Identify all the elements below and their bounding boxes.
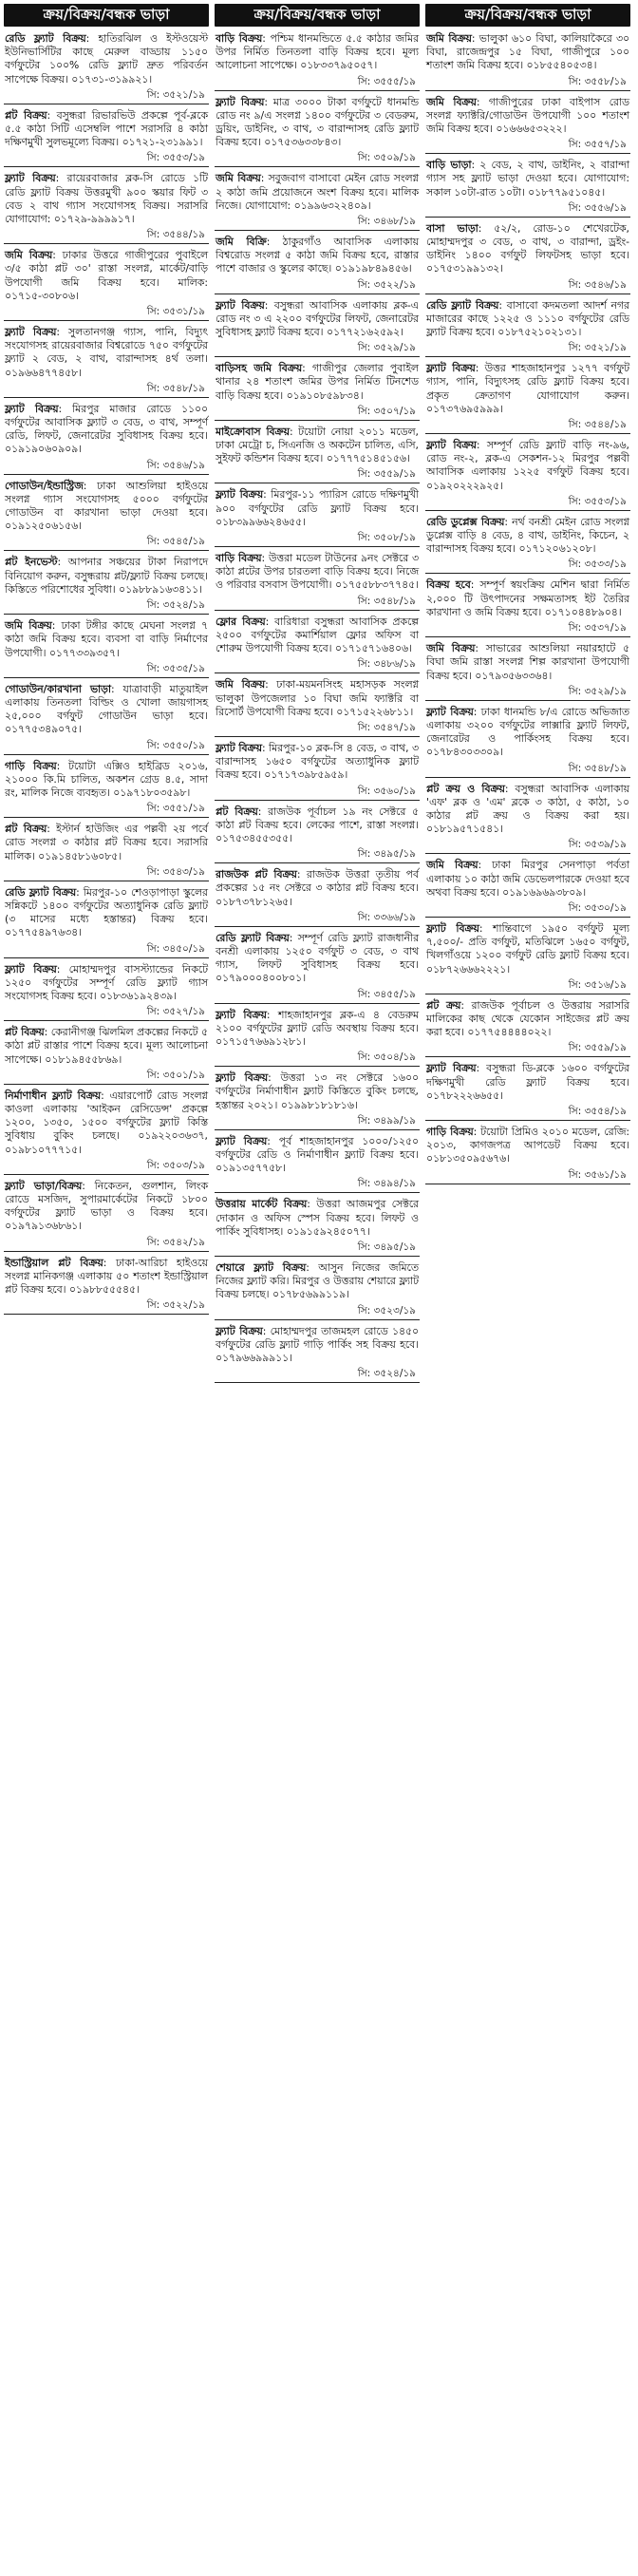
ad-divider (215, 672, 420, 673)
classified-ad (4, 30, 209, 88)
ad-divider (215, 420, 420, 421)
ad-body: : উত্তরা আজমপুর সেক্টরে দোকান ও অফিস স্পেস বিক্রয় হবে। লিফট ও পার্কিং সুবিধাসহ। ০১৯১৫৯২৪৫০৭৭। (216, 1198, 419, 1238)
ad-body: : হাতিরঝিল ও ইস্টওয়েস্ট ইউনিভার্সিটির কাছে মেরুল বাড্ডায় ১১৫০ বর্গফুটের ১০০% রেডি ফ্ল্যাট দ্রুত পরিবর্তন সাপেক্ষে বিক্রয়। ০১৭৩১-৩১৯৯২১। (5, 32, 208, 85)
ad-body: : আপনার সঞ্চয়ের টাকা নিরাপদে বিনিয়োগ করুন, বসুন্ধরায় প্লট/ফ্ল্যাট বিক্রয় চলছে। কিস্তিতে পরিশোধের সুবিধা। ০১৯৮৮৯১৬৩৪১১। (5, 556, 208, 596)
ad-divider (215, 230, 420, 231)
ad-code: সি: ৩৫৪৩/১৯ (146, 865, 205, 878)
classified-ad (4, 758, 209, 803)
classified-ad (4, 1088, 209, 1159)
ad-title: ফ্ল্যাট বিক্রয় (426, 362, 476, 375)
ad-divider (215, 546, 420, 547)
classified-ad (425, 297, 630, 342)
ad-code: সি: ৩৫৪২/১৯ (146, 1236, 205, 1248)
ad-divider (215, 1382, 420, 1383)
classified-ad (215, 1323, 420, 1368)
ad-code: সি: ৩৪৫০/১৯ (146, 942, 205, 955)
ad-divider (4, 397, 209, 398)
ad-body: : সাভারের আশুলিয়া নয়ারহাটে ৫ বিঘা জমি রাস্তা সংলগ্ন শিল্প কারখানা উপযোগী বিক্রয় হবে। ০১৭৯৩৫৬৩৩৬৪। (426, 642, 629, 682)
ad-body: : নিকেতন, গুলশান, লিংক রোডে মসজিদ, সুপারমার্কেটের নিকটে ১৮০০ বর্গফুটের ফ্ল্যাট ভাড়া ও বিক্রয় হবে। ০১৯৭৯১৩৬৮৬১। (5, 1179, 208, 1233)
ad-code: সি: ৩৫৩৫/১৯ (146, 662, 205, 674)
ad-code: সি: ৩৪৮৬/১৯ (357, 658, 416, 671)
ad-code: সি: ৩৫১৬/১৯ (568, 978, 627, 991)
ad-title: রেডি ফ্ল্যাট বিক্রয় (216, 931, 290, 944)
ad-code: সি: ৩৫২৪/১৯ (146, 599, 205, 612)
ad-title: প্লট বিক্রয় (216, 805, 258, 818)
ad-divider (215, 800, 420, 801)
ad-body: : বসুন্ধরা আবাসিক এলাকায় 'এফ' ব্লক ও 'এম' ব্লকে ৩ কাঠা, ৫ কাঠা, ১০ কাঠার প্লট ক্রয় ও বিক্রয় করা হয়। ০১৮১৯৫৭১৫৪১। (426, 782, 629, 836)
classified-ad (215, 234, 420, 278)
ad-title: ফ্ল্যাট বিক্রয় (426, 921, 479, 935)
ad-code: সি: ৩৫৩৯/১৯ (568, 839, 627, 851)
ad-body: : বারিধারা বসুন্ধরা আবাসিক প্রকল্পে ২৫০০ বর্গফুটের কমার্শিয়াল ফ্লোর অফিস বা শোরুম উপযোগী বিক্রয় হবে। ০১৭১৫৭১৬৪০৬। (216, 615, 419, 655)
ad-title: প্লট বিক্রয় (5, 1026, 45, 1039)
classified-ad (215, 614, 420, 658)
ad-code: সি: ৩৫৪৬/১৯ (568, 278, 627, 291)
ad-code: সি: ৩৫৪৫/১৯ (146, 536, 205, 548)
ad-body: : বসুন্ধরা ডি-ব্লকে ১৬০০ বর্গফুটের দক্ষিণমুখী রেডি ফ্ল্যাট বিক্রয় হবে। ০১৭৮২২২৬৬৫৫। (426, 1062, 629, 1102)
ad-code: সি: ৩৪৬৮/১৯ (357, 216, 416, 228)
ad-code: সি: ৩৫৫৯/১৯ (568, 1042, 627, 1054)
ad-title: বাড়িসহ জমি বিক্রয় (216, 362, 303, 375)
ad-body: : ৫২/২, রোড-১০ শেখেরটেক, মোহাম্মদপুর ৩ বেড, ৩ বাথ, ৩ বারান্দা, ড্রইং-ডাইনিং ১৪০০ বর্গফুট লিফটসহ ভাড়া হবে। ০১৭৫৩১৯৯১৩২। (426, 221, 629, 275)
ad-title: বাড়ি বিক্রয় (216, 32, 263, 45)
ad-divider (425, 917, 630, 918)
classified-ad (4, 107, 209, 152)
ad-title: গাড়ি বিক্রয় (5, 759, 57, 772)
ad-body: : সম্পূর্ণ রেডি ফ্ল্যাট বাড়ি নং-৯৬, রোড নং-২, ব্লক-এ সেকশন-১২ মিরপুর পল্লবী আবাসিক এলাকায় ১২২৫ বর্গফুট বিক্রয় হবে। ০১৯২০২২২৯২৫। (426, 439, 629, 492)
ad-title: বাসা ভাড়া (426, 221, 478, 235)
ad-title: জমি বিক্রয় (426, 859, 478, 872)
ad-divider (4, 614, 209, 615)
ad-title: ফ্ল্যাট বিক্রয় (216, 95, 265, 108)
ad-body: : ঢাকা-আরিচা হাইওয়ে সংলগ্ন মানিকগঞ্জ এলাকায় ৫০ শতাংশ ইন্ডাস্ট্রিয়াল প্লট বিক্রয় হবে। ০১৯৮৮৫৫৫৪৫। (5, 1256, 208, 1296)
ad-code: সি: ৩৫৩৭/১৯ (568, 622, 627, 635)
ad-list (215, 30, 420, 1386)
ad-title: ফ্ল্যাট বিক্রয় (5, 962, 57, 975)
ad-code: সি: ৩৫২৪/১৯ (357, 1368, 416, 1380)
ad-title: রাজউক প্লট বিক্রয় (216, 868, 297, 881)
ad-body: : টয়োটা প্রিমিও ২০১০ মডেল, রেজি: ২০১৩, কাগজপত্র আপডেট বিক্রয় হবে। ০১৮১৩৫০৯৫৬৭৬। (426, 1125, 630, 1165)
ad-body: : গাজীপুর জেলার পুবাইল থানার ২৪ শতাংশ জমির উপর নির্মিত টিনশেড বাড়ি বিক্রয় হবে। ০১৯১০৮৫৯৮৩৪। (216, 362, 419, 402)
classified-ad (4, 1255, 209, 1299)
ad-divider (4, 957, 209, 958)
ad-body: : পূর্ব শাহজাহানপুর ১০০০/১২৫০ বর্গফুটের রেডি ও নির্মাণাধীন ফ্ল্যাট বিক্রয় হবে। ০১৯১৩৫৭৭৫৮। (216, 1134, 419, 1175)
ad-body: : ভালুকা ৬১০ বিঘা, কালিয়াকৈরে ৩০ বিঘা, রাজেন্দ্রপুর ১৫ বিঘা, গাজীপুরে ১০০ শতাংশ জমি বিক্রয় হবে। ০১৮৫৫৪০৫৩৪। (426, 32, 629, 72)
ad-title: রেডি ফ্ল্যাট বিক্রয় (426, 298, 499, 312)
ad-body: : টয়োটা নোয়া ২০১১ মডেল, ঢাকা মেট্রো চ, সিএনজি ও অকটেন চালিত, এসি, সুইফট কন্ডিশন বিক্রয় হবে। ০১৭৭৭৫১৪৫১৫৬। (216, 425, 419, 465)
classified-ad (4, 617, 209, 662)
ad-body: : শান্তিবাগে ১৯৫০ বর্গফুট মূল্য ৭,৫০০/- প্রতি বর্গফুট, মতিঝিলে ১৬৫০ বর্গফুট, খিলগাঁওয়ে ১২০০ বর্গফুট রেডি ফ্ল্যাট বিক্রয় হবে। ০১৮৭২৬৬৬২২২১। (426, 921, 629, 975)
ad-title: ফ্ল্যাট বিক্রয় (5, 402, 59, 415)
ad-code: সি: ৩৫৩১/১৯ (146, 306, 205, 318)
ad-code: সি: ৩৫০৪/১৯ (357, 1051, 416, 1064)
ad-body: : যাত্রাবাড়ী মাতুয়াইল এলাকায় তিনতলা বিল্ডিং ও খোলা জায়গাসহ ২৫,০০০ বর্গফুট গোডাউন ভাড়া হবে। ০১৭৭৫৩৪৯০৭৫। (5, 682, 208, 736)
column-header: ক্রয়/বিক্রয়/বন্ধক ভাড়া (4, 4, 209, 27)
ad-divider (215, 90, 420, 91)
classified-ad (425, 1060, 630, 1105)
ad-body: : রাজউক উত্তরা তৃতীয় পর্ব প্রকল্পের ১৫ নং সেক্টরে ৩ কাঠার প্লট বিক্রয় হবে। ০১৮৭৩৭৮১২৬৫। (216, 868, 419, 908)
classified-ad (4, 324, 209, 382)
ad-title: প্লট ইনভেস্ট (5, 556, 58, 569)
ad-divider (215, 610, 420, 611)
ad-code: সি: ৩৫৫৩/১৯ (146, 152, 205, 164)
ad-body: : সম্পূর্ণ স্বয়ংক্রিয় মেশিন দ্বারা নির্মিত ২,০০০ টি উৎপাদনের সক্ষমতাসহ ইট তৈরির কারখানা ও জমি বিক্রয় হবে। ০১৭১০৪৪৮৯০৪। (426, 578, 629, 618)
ad-divider (215, 1256, 420, 1257)
ad-body: : এয়ারপোর্ট রোড সংলগ্ন কাওলা এলাকায় 'আইকন রেসিডেন্স' প্রকল্পে ১২০০, ১৩৫০, ১৫০০ বর্গফুটের ফ্ল্যাট কিস্তি সুবিধায় বুকিং চলছে। ০১৯২২০৩৬৩৭, ০১৯৮১০৭৭৭১৫। (5, 1089, 208, 1156)
classified-ad (4, 554, 209, 598)
ad-code: সি: ৩৫৫৭/১৯ (568, 139, 627, 151)
ad-code: সি: ৩৫৬০/১৯ (357, 785, 416, 797)
ad-code: সি: ৩৫০১/১৯ (146, 1069, 205, 1081)
ad-code: সি: ৩৫৬১/১৯ (568, 1168, 627, 1181)
classified-ad (215, 676, 420, 721)
ad-code: সি: ৩৪৫৫/১৯ (357, 988, 416, 1000)
classified-ad (4, 884, 209, 942)
ad-body: : ঢাকা টঙ্গীর কাছে মেঘনা সংলগ্ন ৭ কাঠা জমি বিক্রয় হবে। ব্যবসা বা বাড়ি নির্মাণের উপযোগী। ০১৭৭৩৩৯৩৫৭। (5, 619, 208, 659)
ad-body: : উত্তরা ১৩ নং সেক্টরে ১৬০০ বর্গফুটের নির্মাণাধীন ফ্ল্যাট কিস্তিতে বুকিং চলছে, হস্তান্তর ২০২১। ০১৯৯৮১৮১৮১৬। (216, 1071, 419, 1111)
ad-body: : রাজউক পূর্বাচল ১৯ নং সেক্টরে ৫ কাঠা প্লট বিক্রয় হবে। লেকের পাশে, রাস্তা সংলগ্ন। ০১৭৫৩৪৫৫৩৫৫। (216, 805, 419, 844)
ad-code: সি: ৩৫২২/১৯ (357, 278, 416, 291)
ad-body: : ঠাকুরগাঁও আবাসিক এলাকায় বিশ্বরোড সংলগ্ন ৫ কাঠা জমি বিক্রয় হবে, রাস্তার পাশে বাজার ও স্কুলের কাছে। ০১৯১৯৮৪৯৪৫৬। (216, 236, 419, 275)
ad-divider (4, 817, 209, 818)
ad-code: সি: ৩৫৫৮/১৯ (568, 75, 627, 87)
ad-code: সি: ৩৫৫৫/১৯ (357, 75, 416, 87)
ad-divider (215, 1319, 420, 1320)
ad-code: সি: ৩৫৫৪/১৯ (568, 1105, 627, 1117)
ad-divider (4, 1020, 209, 1021)
ad-divider (425, 153, 630, 154)
classified-ad (215, 1007, 420, 1051)
classified-ad (4, 1178, 209, 1236)
ad-body: : সুলতানগঞ্জ গ্যাস, পানি, বিদ্যুৎ সংযোগসহ রায়েরবাজার বিশ্বরোডে ৭৫০ বর্গফুটের ফ্ল্যাট ২ বেড, ২ বাথ, বারান্দাসহ ৪র্থ তলা। ০১৯৬৬৪৭৭৪৫৮। (5, 326, 208, 379)
ad-title: ফ্লোর বিক্রয় (216, 615, 266, 628)
ad-code: সি: ৩৫৩৩/১৯ (568, 559, 627, 571)
ad-column-2 (215, 4, 420, 2574)
ad-divider (425, 777, 630, 778)
ad-code: সি: ৩৫০৯/১৯ (357, 152, 416, 164)
ad-code: সি: ৩৫৪৮/১৯ (146, 382, 205, 394)
classified-ad (425, 704, 630, 762)
ad-code: সি: ৩৫২৯/১৯ (357, 342, 416, 354)
ad-title: ফ্ল্যাট বিক্রয় (426, 439, 477, 452)
ad-list (425, 30, 630, 1187)
ad-divider (425, 217, 630, 218)
ad-divider (425, 1056, 630, 1057)
ad-divider (215, 1066, 420, 1067)
ad-title: প্লট বিক্রয় (5, 108, 47, 122)
ad-body: : আসুন নিজের জমিতে নিজের ফ্ল্যাট করি। মিরপুর ও উত্তরায় শেয়ারে ফ্ল্যাট বিক্রয় চলছে। ০১৭৮৫৬৯৯১১৯। (216, 1260, 419, 1301)
classified-ad (425, 94, 630, 139)
ad-body: : মাত্র ৩০০০ টাকা বর্গফুটে ধানমন্ডি রোড নং ৯/এ সংলগ্ন ১৪০০ বর্গফুটের ৩ বেডরুম, ড্রয়িং, ডাইনিং, ৩ বাথ, ৩ বারান্দাসহ রেডি ফ্ল্যাট বিক্রয় হবে। ০১৭৫৩৬৩৩৮৪৩। (216, 95, 419, 149)
ad-code: সি: ৩৫৪৬/১৯ (146, 459, 205, 471)
classified-ad (425, 997, 630, 1042)
classified-ad (425, 1124, 630, 1168)
ad-body: : সবুজবাগ বাসাবো মেইন রোড সংলগ্ন ২ কাঠা জমি প্রয়োজনে অংশ বিক্রয় হবে। মালিক নিজে। যোগাযোগ: ০১৯৯৬৩২২৪০৯। (216, 172, 419, 212)
ad-code: সি: ৩৫২১/১৯ (568, 342, 627, 354)
ad-body: : বসুন্ধরা রিভারভিউ প্রকল্পে পূর্ব-ব্লকে ৫.৫ কাঠা সিটি এসেম্বলি পাশে সরাসরি ৪ কাঠা দক্ষিণমুখী সুলভমূল্যে বিক্রয়। ০১৭২১-২৩১৯৯১। (5, 108, 209, 149)
ad-body: : গাজীপুরের ঢাকা বাইপাস রোড সংলগ্ন ফ্যাক্টরি/গোডাউন উপযোগী ১০০ শতাংশ জমি বিক্রয় হবে। ০১৬৬৬৫৩২২২। (426, 95, 629, 136)
ad-divider (425, 356, 630, 357)
ad-title: ইন্ডাস্ট্রিয়াল প্লট বিক্রয় (5, 1256, 103, 1269)
ad-body: : পশ্চিম ধানমন্ডিতে ৫.৫ কাঠার জমির উপর নির্মিত তিনতলা বাড়ি বিক্রয় হবে। মূল্য আলোচনা সাপেক্ষে। ০১৮৩৩৭৯৫০৫৭। (216, 32, 420, 72)
classified-ad (4, 478, 209, 536)
ad-title: ফ্ল্যাট ভাড়া/বিক্রয় (5, 1179, 83, 1192)
ad-column-3 (425, 4, 630, 2574)
classified-ad (425, 514, 630, 559)
ad-divider (4, 320, 209, 321)
ad-body: : নর্থ বনশ্রী মেইন রোড সংলগ্ন ডুপ্লেক্স বাড়ি ৪ বেড, ৪ বাথ, ডাইনিং, কিচেন, ২ বারান্দাসহ বিক্রয় হবে। ০১৭১২০৬১২০৮। (426, 515, 629, 556)
ad-body: : ঢাকা-ময়মনসিংহ মহাসড়ক সংলগ্ন ভালুকা উপজেলার ১০ বিঘা জমি ফ্যাক্টরি বা রিসোর্ট উপযোগী বিক্রয় হবে। ০১৭১৫২২৬৮১১। (216, 678, 419, 718)
ad-divider (215, 356, 420, 357)
ad-code: সি: ৩৫৪৪/১৯ (568, 419, 627, 431)
ad-divider (425, 90, 630, 91)
ad-code: সি: ৩৪৯৫/১৯ (357, 1241, 416, 1253)
ad-code: সি: ৩৫৪৮/১৯ (568, 762, 627, 774)
ad-title: জমি বিক্রয় (426, 32, 472, 45)
ad-code: সি: ৩৫৫৬/১৯ (568, 201, 627, 214)
ad-divider (425, 636, 630, 637)
ad-body: : রাজউক পূর্বাচল ও উত্তরায় সরাসরি মালিকের কাছ থেকে যেকোন সাইজের প্লট ক্রয় করা হবে। ০১৭৭৫৪৪৪৪০২২। (426, 998, 629, 1039)
ad-code: সি: ৩৫২২/১৯ (146, 1299, 205, 1312)
ad-title: ফ্ল্যাট বিক্রয় (216, 298, 265, 312)
ad-title: রেডি ফ্ল্যাট বিক্রয় (5, 32, 86, 45)
ad-title: জমি বিক্রয় (216, 172, 261, 185)
ad-body: : উত্তর শাহজাহানপুর ১২৭৭ বর্গফুট গ্যাস, পানি, বিদ্যুৎসহ রেডি ফ্ল্যাট বিক্রয় হবে। প্রকৃত ক্রেতাগণ যোগাযোগ করুন। ০১৭৩৭৬৯৫৯৯৯। (426, 362, 629, 415)
ad-code: সি: ৩৩৬৬/১৯ (357, 911, 416, 923)
ad-divider (425, 1120, 630, 1121)
classified-ad (425, 30, 630, 75)
ad-body: : কেরানীগঞ্জ ঝিলমিল প্রকল্পের নিকটে ৫ কাঠা প্লট রাস্তার পাশে বিক্রয় হবে। মূল্য আলোচনা সাপেক্ষে। ০১৮১৯৪৫৫৮৬৯। (5, 1026, 209, 1066)
ad-title: ফ্ল্যাট বিক্রয় (5, 172, 56, 185)
classified-ad (215, 170, 420, 215)
classified-ad (425, 360, 630, 418)
ad-body: : মিরপুর মাজার রোডে ১১০০ বর্গফুটের আবাসিক ফ্ল্যাট ৩ বেড, ৩ বাথ, সম্পূর্ণ রেডি, লিফট, জেনারেটর সুবিধাসহ বিক্রয় হবে। ০১৯১৯০৬০৯০৯। (5, 402, 208, 456)
classified-ad (215, 1070, 420, 1114)
ad-body: : ঢাকা ধানমন্ডি ৮/এ রোডে অভিজাত এলাকায় ৩২০০ বর্গফুটের লাক্সারি ফ্ল্যাট লিফট, জেনারেটর ও পার্কিংসহ বিক্রয় হবে। ০১৭৮৪৩০৩৩০৯। (426, 705, 629, 759)
ad-title: শেয়ারে ফ্ল্যাট বিক্রয় (216, 1260, 307, 1274)
classified-ad (425, 157, 630, 201)
ad-title: গোডাউন/ইন্ডাস্ট্রিজ (5, 479, 84, 492)
ad-code: সি: ৩৫০৩/১৯ (146, 1159, 205, 1171)
column-header: ক্রয়/বিক্রয়/বন্ধক ভাড়া (215, 4, 420, 27)
ad-divider (215, 1129, 420, 1130)
ad-body: : মোহাম্মদপুর বাসস্ট্যান্ডের নিকটে ১২৫০ বর্গফুটের সম্পূর্ণ রেডি ফ্ল্যাট গ্যাস সংযোগসহ বিক্রয় হবে। ০১৮৩৬১৯২৪৩৯। (5, 962, 208, 1002)
ad-divider (4, 1251, 209, 1252)
ad-code: সি: ৩৪৯৯/১৯ (357, 1114, 416, 1127)
ad-body: : ঢাকার উত্তরে গাজীপুরের পুবাইলে ৩/৫ কাঠা প্লট ৩০' রাস্তা সংলগ্ন, মার্কেট/বাড়ি উপযোগী জমি বিক্রয় হবে। মালিক: ০১৭১৫-৩০৮০৬। (5, 249, 209, 302)
ad-divider (215, 166, 420, 167)
ad-code: সি: ৩৫৪৪/১৯ (146, 229, 205, 241)
ad-title: জমি বিক্রয় (5, 249, 53, 262)
ad-body: : বাসাবো কদমতলা আদর্শ নগর মাজারের কাছে ১২২৫ ও ১১১০ বর্গফুটের রেডি ফ্ল্যাট বিক্রয় হবে। ০১৮৭৫২১০২১৩১। (426, 298, 629, 339)
ad-body: : ইস্টার্ন হাউজিং এর পল্লবী ২য় পর্বে রোড সংলগ্ন ৩ কাঠার প্লট বিক্রয় হবে। সরাসরি মালিক। ০১৯১৪৫৮১৬০৮৫। (5, 823, 208, 862)
ad-title: প্লট বিক্রয় (5, 823, 47, 836)
ad-code: সি: ৩৫৫১/১৯ (146, 803, 205, 815)
ad-title: ফ্ল্যাট বিক্রয় (216, 488, 264, 502)
ad-divider (425, 700, 630, 701)
ad-title: জমি বিক্রি (216, 236, 267, 249)
ad-code: সি: ৩৫০৮/১৯ (357, 532, 416, 544)
ad-body: : উত্তরা মডেল টাউনের ৯নং সেক্টরে ৩ কাঠা প্লটের উপর চারতলা বাড়ি বিক্রয় হবে। নিজে ও পরিবার বসবাস উপযোগী। ০১৭৫৫৮৮৩৭৭৪৫। (216, 552, 420, 592)
ad-divider (215, 926, 420, 927)
ad-divider (425, 853, 630, 854)
ad-title: রেডি ডুপ্লেক্স বিক্রয় (426, 515, 505, 528)
ad-title: প্লট ক্রয় ও বিক্রয় (426, 782, 505, 795)
ad-code: সি: ৩৪৯৫/১৯ (357, 848, 416, 861)
ad-title: উত্তরায় মার্কেট বিক্রয় (216, 1198, 308, 1211)
ad-title: জমি বিক্রয় (426, 642, 476, 655)
classified-ad (215, 866, 420, 911)
ad-column-1 (4, 4, 209, 2574)
classified-ad (4, 961, 209, 1006)
ad-code: সি: ৩৫৫৯/১৯ (357, 468, 416, 481)
ad-code: সি: ৩৫৩০/১৯ (568, 901, 627, 914)
ad-divider (4, 243, 209, 244)
classified-ad (215, 486, 420, 531)
ad-body: : ২ বেড, ২ বাথ, ডাইনিং, ২ বারান্দা গ্যাস সহ ফ্ল্যাট ভাড়া দেওয়া হবে। যোগাযোগ: সকাল ১০টা-রাত ১০টা। ০১৮৭৭৯৫১০৪৫। (426, 159, 629, 199)
ad-title: ফ্ল্যাট বিক্রয় (5, 326, 57, 339)
ad-divider (4, 166, 209, 167)
ad-body: : ঢাকা মিরপুর সেনপাড়া পর্বতা এলাকায় ১০ কাঠা জমি ডেভেলপারকে দেওয়া হবে অথবা বিক্রয় হবে। ০১৯১৬৯৬৯৩৮০৯। (426, 859, 629, 899)
ad-code: সি: ৩৫৪৭/১৯ (357, 721, 416, 733)
classified-ad (425, 220, 630, 278)
ad-code: সি: ৩৫৫০/১৯ (146, 739, 205, 751)
classified-ad (4, 247, 209, 305)
ad-body: : মিরপুর-১০ ব্লক-সি ৪ বেড, ৩ বাথ, ৩ বারান্দাসহ ১৬৫০ বর্গফুটের অত্যাধুনিক ফ্ল্যাট বিক্রয় হবে। ০১৭১৭৩৯৮৫৯৫৯। (216, 741, 420, 782)
classified-ad (425, 577, 630, 621)
ad-code: সি: ৩৫২১/১৯ (146, 88, 205, 101)
ad-divider (4, 1314, 209, 1315)
ad-title: ফ্ল্যাট বিক্রয় (216, 1324, 263, 1337)
ad-divider (215, 1192, 420, 1193)
ad-title: ফ্ল্যাট বিক্রয় (426, 1062, 477, 1075)
ad-code: সি: ৩৫২৭/১৯ (146, 1006, 205, 1018)
ad-list (4, 30, 209, 1317)
ad-body: : মিরপুর-১১ প্যারিস রোডে দক্ষিণমুখী ৯০০ বর্গফুটের রেডি ফ্ল্যাট বিক্রয় হবে। ০১৮৩৯৯৬৬২৪৬৫৫। (216, 488, 420, 528)
ad-title: গাড়ি বিক্রয় (426, 1125, 474, 1138)
ad-title: নির্মাণাধীন ফ্ল্যাট বিক্রয় (5, 1089, 102, 1102)
ad-title: রেডি ফ্ল্যাট বিক্রয় (5, 885, 77, 899)
classified-ad (215, 30, 420, 75)
ad-title: ফ্ল্যাট বিক্রয় (426, 705, 474, 718)
ad-divider (4, 1084, 209, 1085)
classified-ad (4, 821, 209, 865)
ad-divider (215, 736, 420, 737)
ad-title: বিক্রয় হবে (426, 578, 471, 592)
ad-title: ফ্ল্যাট বিক্রয় (216, 1071, 269, 1085)
ad-divider (4, 677, 209, 678)
classified-ad (215, 1196, 420, 1241)
classified-ad (215, 297, 420, 342)
ad-body: : সম্পূর্ণ রেডি ফ্ল্যাট রাজধানীর বনশ্রী এলাকায় ১২৫০ বর্গফুট ৩ বেড, ৩ বাথ গ্যাস, লিফট সুবিধাসহ বিক্রয় হবে। ০১৭৯০০০৪০০৮০১। (216, 931, 420, 985)
classified-ad (425, 781, 630, 839)
ad-title: জমি বিক্রয় (5, 619, 52, 633)
ad-body: : রায়েরবাজার ব্লক-সি রোডে ১টি রেডি ফ্ল্যাট বিক্রয় উত্তরমুখী ৯০০ স্কয়ার ফিট ৩ বেড ২ বাথ গ্যাস সংযোগসহ বিক্রয়। সরাসরি যোগাযোগ: ০১৭২৯-৯৯৯৯১৭। (5, 172, 208, 226)
ad-body: : মোহাম্মদপুর তাজমহল রোডে ১৪৫০ বর্গফুটের রেডি ফ্ল্যাট গাড়ি পার্কিং সহ বিক্রয় হবে। ০১৭৯৬৬৯৯৯১১। (216, 1324, 419, 1364)
ad-code: সি: ৩৫৫৩/১৯ (568, 495, 627, 507)
ad-title: ফ্ল্যাট বিক্রয় (216, 1134, 268, 1147)
classified-ad (215, 930, 420, 988)
ad-body: : বসুন্ধরা আবাসিক এলাকায় ব্লক-এ রোড নং ৩ এ ২২০০ বর্গফুটের লিফট, জেনারেটর সুবিধাসহ ফ্ল্যাট বিক্রয় হবে। ০১৭৭২১৬২৫৯২। (216, 298, 419, 339)
ad-body: : শাহজাহানপুর ব্লক-এ ৪ বেডরুম ২১০০ বর্গফুটের ফ্ল্যাট রেডি অবস্থায় বিক্রয় হবে। ০১৭১৫৭৬৬৯১২৮১। (216, 1008, 419, 1048)
classified-ad (425, 437, 630, 495)
ad-body: : টয়োটা এক্সিও হাইব্রিড ২০১৬, ২১০০০ কি.মি চালিত, অকশন গ্রেড ৪.৫, সাদা রং, মালিক নিজে ব্যবহৃত। ০১৯৭১৮০৩৫৯৮। (5, 759, 208, 799)
classified-ad (4, 1024, 209, 1069)
ad-code: সি: ৩৫২৯/১৯ (568, 685, 627, 697)
classified-ad (215, 360, 420, 405)
ad-title: জমি বিক্রয় (216, 678, 266, 691)
classified-ad (215, 804, 420, 848)
ad-divider (425, 573, 630, 574)
ad-divider (425, 433, 630, 434)
ad-title: মাইক্রোবাস বিক্রয় (216, 425, 290, 438)
ad-divider (4, 474, 209, 475)
ad-code: সি: ৩৫৪৮/১৯ (357, 595, 416, 607)
ad-divider (4, 550, 209, 551)
classified-ad (425, 640, 630, 685)
classified-ad (215, 1133, 420, 1178)
classified-ad (215, 550, 420, 595)
ad-body: : ঢাকা আশুলিয়া হাইওয়ে সংলগ্ন গ্যাস সংযোগসহ ৫০০০ বর্গফুটের গোডাউন বা কারখানা ভাড়া দেওয়া হবে। ০১৯১২৫০৬১৫৬। (5, 479, 208, 533)
ad-title: প্লট ক্রয় (426, 998, 461, 1012)
column-header: ক্রয়/বিক্রয়/বন্ধক ভাড়া (425, 4, 630, 27)
ad-code: সি: ৩৫০৭/১৯ (357, 405, 416, 417)
classified-ad (425, 920, 630, 978)
ad-title: গোডাউন/কারখানা ভাড়া (5, 682, 112, 695)
ad-divider (215, 862, 420, 863)
classified-ad (425, 857, 630, 901)
ad-title: বাড়ি বিক্রয় (216, 552, 262, 565)
ad-divider (4, 754, 209, 755)
ad-divider (4, 1174, 209, 1175)
classified-ad (215, 740, 420, 785)
classified-ad (215, 424, 420, 468)
classified-ad (215, 1260, 420, 1304)
classified-ad (4, 170, 209, 228)
ad-divider (425, 510, 630, 511)
classified-ad (4, 401, 209, 459)
ad-title: ফ্ল্যাট বিক্রয় (216, 1008, 267, 1021)
classified-ad (215, 94, 420, 152)
ad-divider (215, 1003, 420, 1004)
ad-code: সি: ৩৫২৩/১৯ (357, 1304, 416, 1316)
ad-body: : মিরপুর-১০ শেওড়াপাড়া স্কুলের সন্নিকটে ১৪০০ বর্গফুটের অত্যাধুনিক রেডি ফ্ল্যাট (৩ মাসের মধ্যে হস্তান্তর) বিক্রয় হবে। ০১৭৭৫৪৯৭৬৩৪। (5, 885, 208, 939)
classified-ad (4, 681, 209, 739)
ad-title: জমি বিক্রয় (426, 95, 477, 108)
ad-title: বাড়ি ভাড়া (426, 159, 472, 172)
ad-title: ফ্ল্যাট বিক্রয় (216, 741, 262, 754)
ad-code: সি: ৩৪৯৪/১৯ (357, 1178, 416, 1190)
